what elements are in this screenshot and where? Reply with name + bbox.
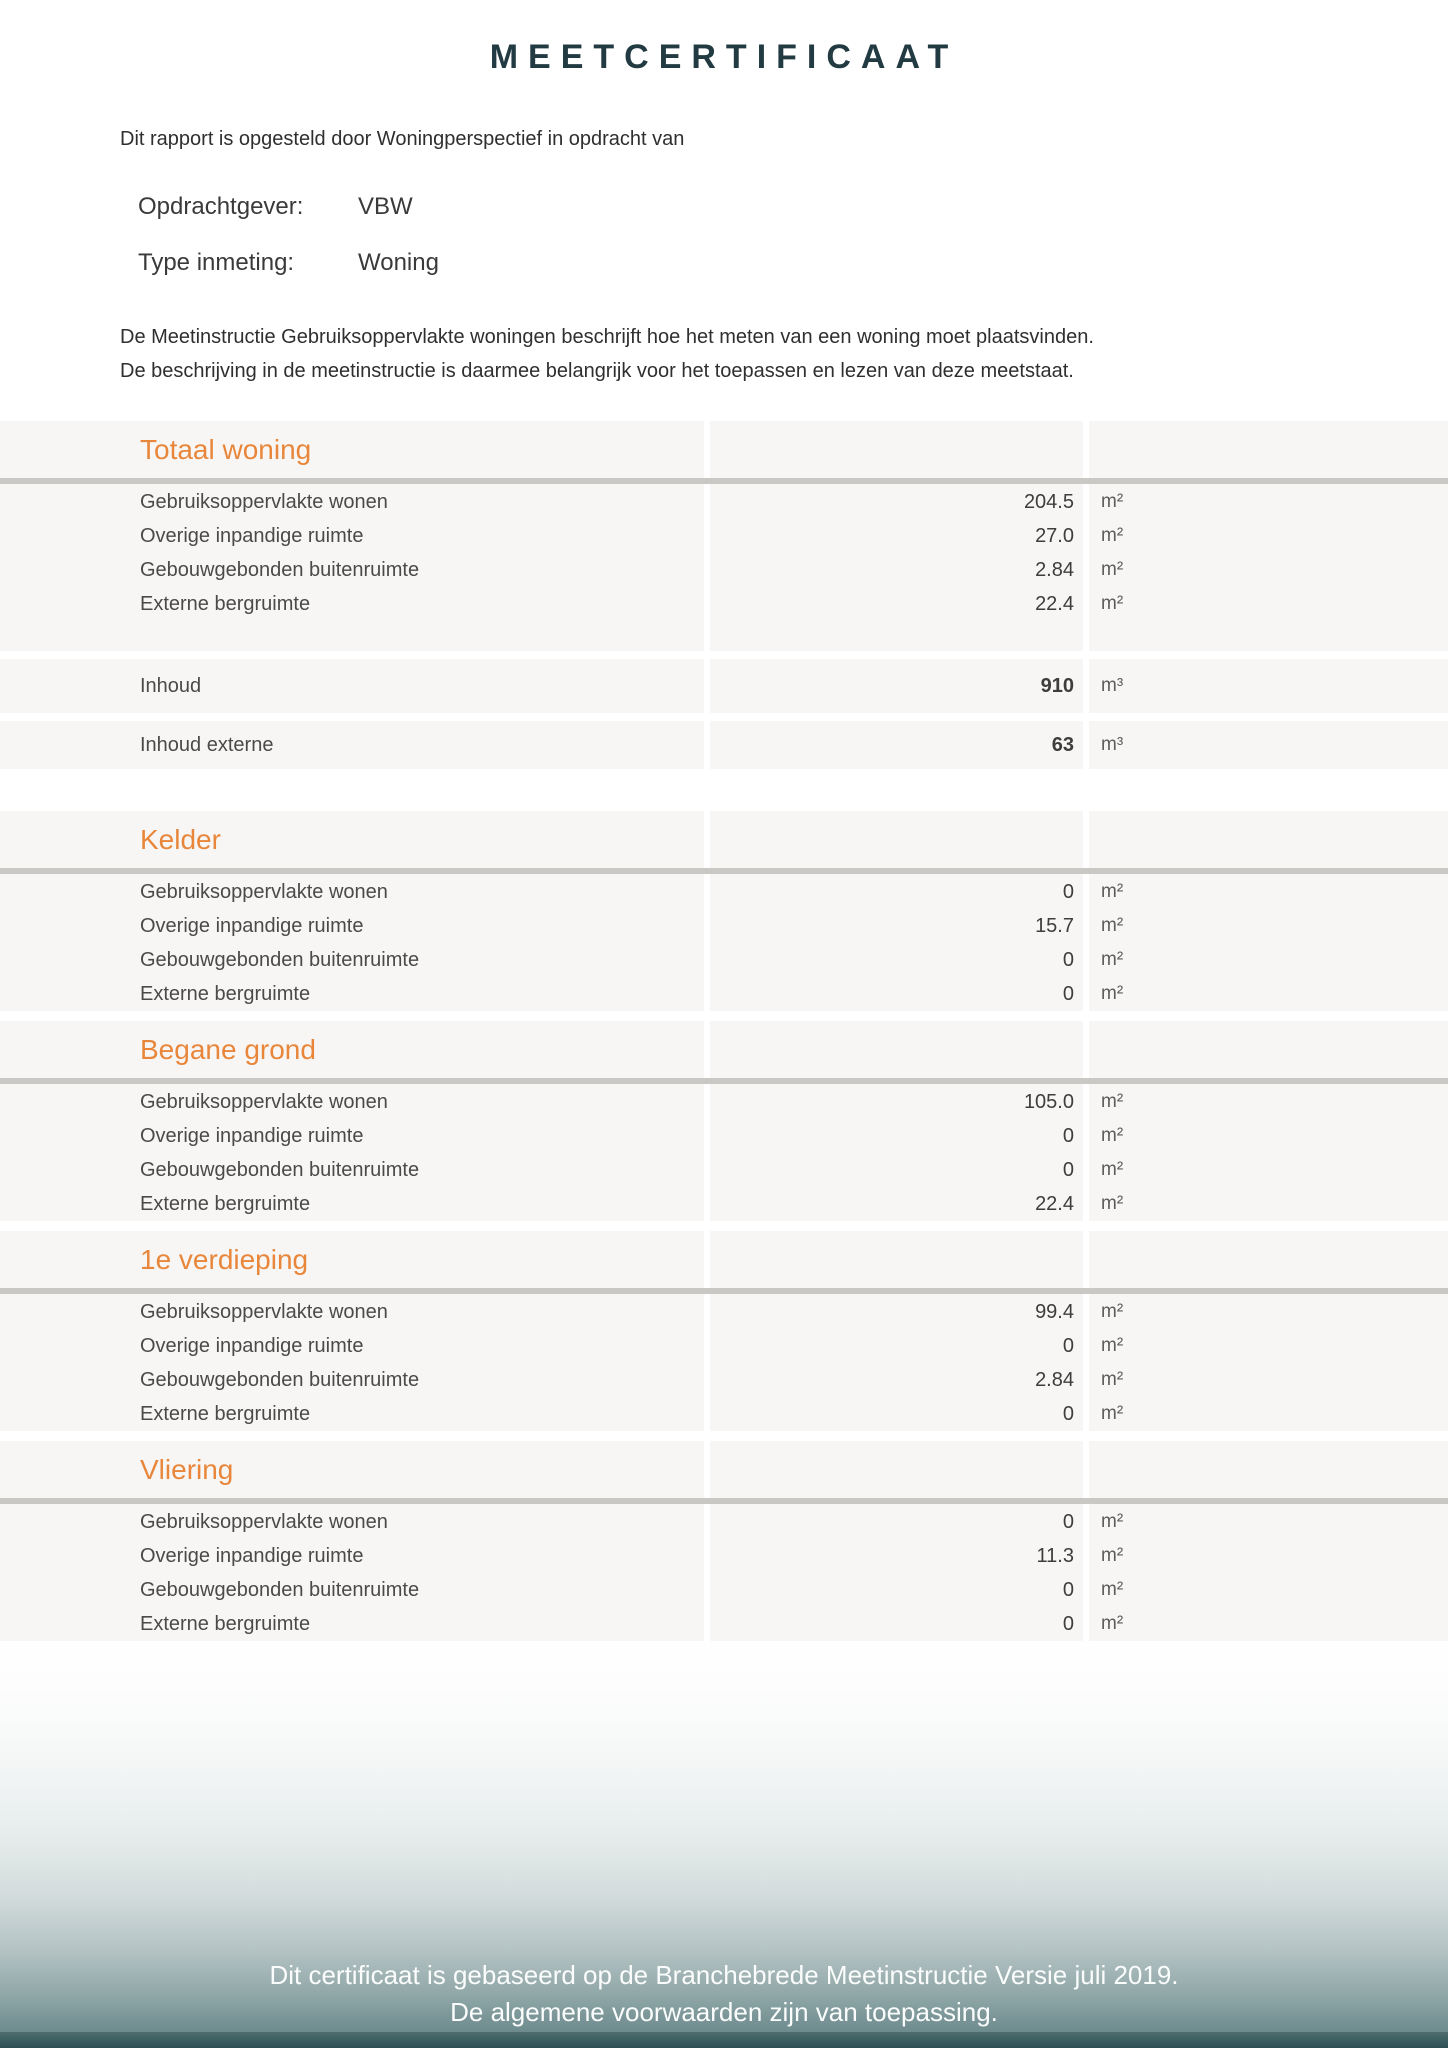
footer xyxy=(0,1618,1448,2048)
total-label: Inhoud xyxy=(140,674,202,697)
intro-text: Dit rapport is opgesteld door Woningperspectief in opdracht van xyxy=(120,128,685,150)
row-label: Gebouwgebonden buitenruimte xyxy=(140,1158,420,1181)
section-rows xyxy=(0,1504,1448,1641)
measurement-type-label: Type inmeting: xyxy=(138,249,295,276)
section-title: Vliering xyxy=(140,1453,234,1485)
row-value: 0 xyxy=(1062,1612,1074,1635)
section-header-row xyxy=(0,1021,1448,1078)
footer-text xyxy=(0,1957,1448,2031)
section-rows xyxy=(0,874,1448,1011)
row-value: 0 xyxy=(1062,1510,1074,1533)
total-value: 63 xyxy=(1051,733,1074,756)
row-unit: m² xyxy=(1101,881,1124,902)
section-title: Begane grond xyxy=(140,1033,316,1065)
row-label: Gebruiksoppervlakte wonen xyxy=(140,1510,388,1533)
row-label: Overige inpandige ruimte xyxy=(140,914,364,937)
row-unit: m² xyxy=(1101,949,1124,970)
description-line-2: De beschrijving in de meetinstructie is daarmee belangrijk voor het toepassen en lezen van deze meetstaat. xyxy=(120,360,1074,382)
row-label: Externe bergruimte xyxy=(140,1192,311,1215)
section-rows xyxy=(0,484,1448,651)
row-value: 0 xyxy=(1062,1124,1074,1147)
total-unit: m³ xyxy=(1101,675,1124,696)
measurement-type-value: Woning xyxy=(358,249,439,276)
section-block xyxy=(0,811,1448,1011)
row-label: Externe bergruimte xyxy=(140,1612,311,1635)
row-value: 0 xyxy=(1062,1402,1074,1425)
section-block xyxy=(0,1441,1448,1641)
row-label: Overige inpandige ruimte xyxy=(140,1124,364,1147)
row-value: 22.4 xyxy=(1035,592,1074,615)
row-value: 11.3 xyxy=(1036,1544,1074,1567)
row-value: 0 xyxy=(1062,880,1074,903)
row-unit: m² xyxy=(1101,1579,1124,1600)
row-value: 15.7 xyxy=(1035,914,1074,937)
section-rows xyxy=(0,1294,1448,1431)
row-label: Gebouwgebonden buitenruimte xyxy=(140,1368,420,1391)
page-title: MEETCERTIFICAAT xyxy=(489,38,959,76)
row-value: 204.5 xyxy=(1023,490,1074,513)
row-unit: m² xyxy=(1101,1545,1124,1566)
row-label: Overige inpandige ruimte xyxy=(140,1334,364,1357)
section-title: Kelder xyxy=(140,823,221,855)
row-value: 2.84 xyxy=(1035,558,1074,581)
row-label: Gebouwgebonden buitenruimte xyxy=(140,1578,420,1601)
row-value: 105.0 xyxy=(1023,1090,1074,1113)
row-unit: m² xyxy=(1101,1125,1124,1146)
row-label: Gebruiksoppervlakte wonen xyxy=(140,880,388,903)
row-unit: m² xyxy=(1101,1091,1124,1112)
section-rows xyxy=(0,1084,1448,1221)
row-unit: m² xyxy=(1101,1511,1124,1532)
client-value: VBW xyxy=(358,193,413,220)
row-unit: m² xyxy=(1101,983,1124,1004)
client-row xyxy=(138,190,1448,224)
row-label: Externe bergruimte xyxy=(140,592,311,615)
section-header-row xyxy=(0,421,1448,478)
section-header-row xyxy=(0,1441,1448,1498)
section-title: 1e verdieping xyxy=(140,1243,309,1275)
row-label: Gebouwgebonden buitenruimte xyxy=(140,948,420,971)
section-title: Totaal woning xyxy=(140,433,312,465)
row-unit: m² xyxy=(1101,1369,1124,1390)
row-unit: m² xyxy=(1101,1193,1124,1214)
row-label: Overige inpandige ruimte xyxy=(140,524,364,547)
row-label: Externe bergruimte xyxy=(140,1402,311,1425)
row-unit: m² xyxy=(1101,1335,1124,1356)
footer-bottom-strip xyxy=(0,2032,1448,2048)
section-block xyxy=(0,1231,1448,1431)
row-unit: m² xyxy=(1101,593,1124,614)
section-block xyxy=(0,1021,1448,1221)
row-value: 0 xyxy=(1062,1334,1074,1357)
row-unit: m² xyxy=(1101,1403,1124,1424)
total-label: Inhoud externe xyxy=(140,733,274,756)
description-line-1: De Meetinstructie Gebruiksoppervlakte woningen beschrijft hoe het meten van een woning moet plaatsvinden. xyxy=(120,326,1094,348)
row-unit: m² xyxy=(1101,525,1124,546)
client-label: Opdrachtgever: xyxy=(138,193,304,220)
row-unit: m² xyxy=(1101,1159,1124,1180)
row-unit: m² xyxy=(1101,1613,1124,1634)
section-block xyxy=(0,421,1448,769)
description-paragraph xyxy=(120,320,1448,388)
row-unit: m² xyxy=(1101,559,1124,580)
row-label: Gebruiksoppervlakte wonen xyxy=(140,1300,388,1323)
row-label: Overige inpandige ruimte xyxy=(140,1544,364,1567)
row-value: 22.4 xyxy=(1035,1192,1074,1215)
total-unit: m³ xyxy=(1101,734,1124,755)
row-label: Gebruiksoppervlakte wonen xyxy=(140,490,388,513)
row-unit: m² xyxy=(1101,1301,1124,1322)
footer-line-2: De algemene voorwaarden zijn van toepassing. xyxy=(450,1997,998,2027)
row-value: 2.84 xyxy=(1035,1368,1074,1391)
row-value: 0 xyxy=(1062,948,1074,971)
section-header-row xyxy=(0,1231,1448,1288)
row-value: 0 xyxy=(1062,1578,1074,1601)
section-header-row xyxy=(0,811,1448,868)
row-label: Gebouwgebonden buitenruimte xyxy=(140,558,420,581)
row-label: Gebruiksoppervlakte wonen xyxy=(140,1090,388,1113)
total-value: 910 xyxy=(1040,674,1074,697)
total-row xyxy=(0,659,1448,713)
row-value: 0 xyxy=(1062,1158,1074,1181)
total-row xyxy=(0,721,1448,769)
row-unit: m² xyxy=(1101,491,1124,512)
row-label: Externe bergruimte xyxy=(140,982,311,1005)
row-value: 27.0 xyxy=(1035,524,1074,547)
row-value: 99.4 xyxy=(1035,1300,1074,1323)
row-value: 0 xyxy=(1062,982,1074,1005)
row-unit: m² xyxy=(1101,915,1124,936)
measurement-table xyxy=(0,421,1448,1641)
measurement-type-row xyxy=(138,246,1448,280)
footer-line-1: Dit certificaat is gebaseerd op de Branchebrede Meetinstructie Versie juli 2019. xyxy=(269,1960,1179,1990)
